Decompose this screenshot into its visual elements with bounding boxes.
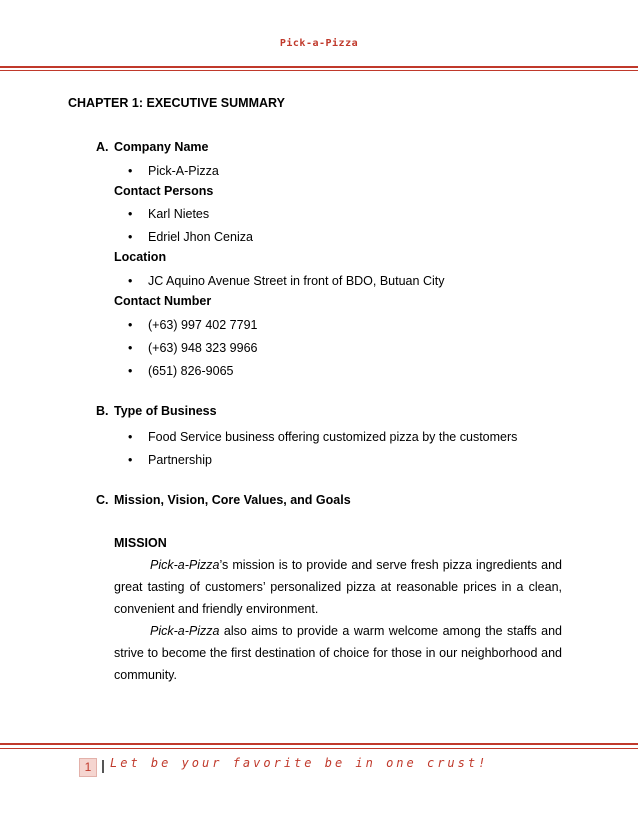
header-rule-bottom (0, 70, 638, 71)
section-a-heading (96, 140, 208, 154)
footer-rule-bottom (0, 748, 638, 749)
section-b-title: Type of Business (114, 404, 217, 418)
contact-persons-label: Contact Persons (114, 184, 214, 198)
section-c-heading (96, 493, 351, 507)
contact-number-label: Contact Number (114, 294, 212, 308)
location-label: Location (114, 250, 167, 264)
section-a-letter: A. (96, 140, 109, 154)
header-title: Pick-a-Pizza (279, 38, 359, 49)
company-name-italic: Pick-a-Pizza (150, 624, 220, 638)
section-c-title: Mission, Vision, Core Values, and Goals (114, 493, 351, 507)
chapter-title: CHAPTER 1: EXECUTIVE SUMMARY (68, 96, 285, 110)
section-b-letter: B. (96, 404, 109, 418)
footer-tagline: Let be your favorite be in one crust! (110, 756, 489, 770)
section-c-letter: C. (96, 493, 109, 507)
mission-paragraph-2: Pick-a-Pizza also aims to provide a warm welcome among the staffs and strive to become the first destination of choice for those in our neighborhood and community. (114, 624, 562, 682)
company-name-italic: Pick-a-Pizza (150, 558, 220, 572)
section-b-heading (96, 404, 217, 418)
section-a-title: Company Name (114, 140, 209, 154)
footer-divider (102, 760, 104, 773)
mission-paragraph-1: Pick-a-Pizza’s mission is to provide and serve fresh pizza ingredients and great tasting of customers’ personalized pizza at reasonable prices in a clean, convenient and friendly environment. (114, 558, 562, 616)
mission-label: MISSION (114, 536, 167, 550)
footer-rule-top (0, 743, 638, 745)
header-rule-top (0, 66, 638, 68)
page-number: 1 (84, 760, 92, 774)
